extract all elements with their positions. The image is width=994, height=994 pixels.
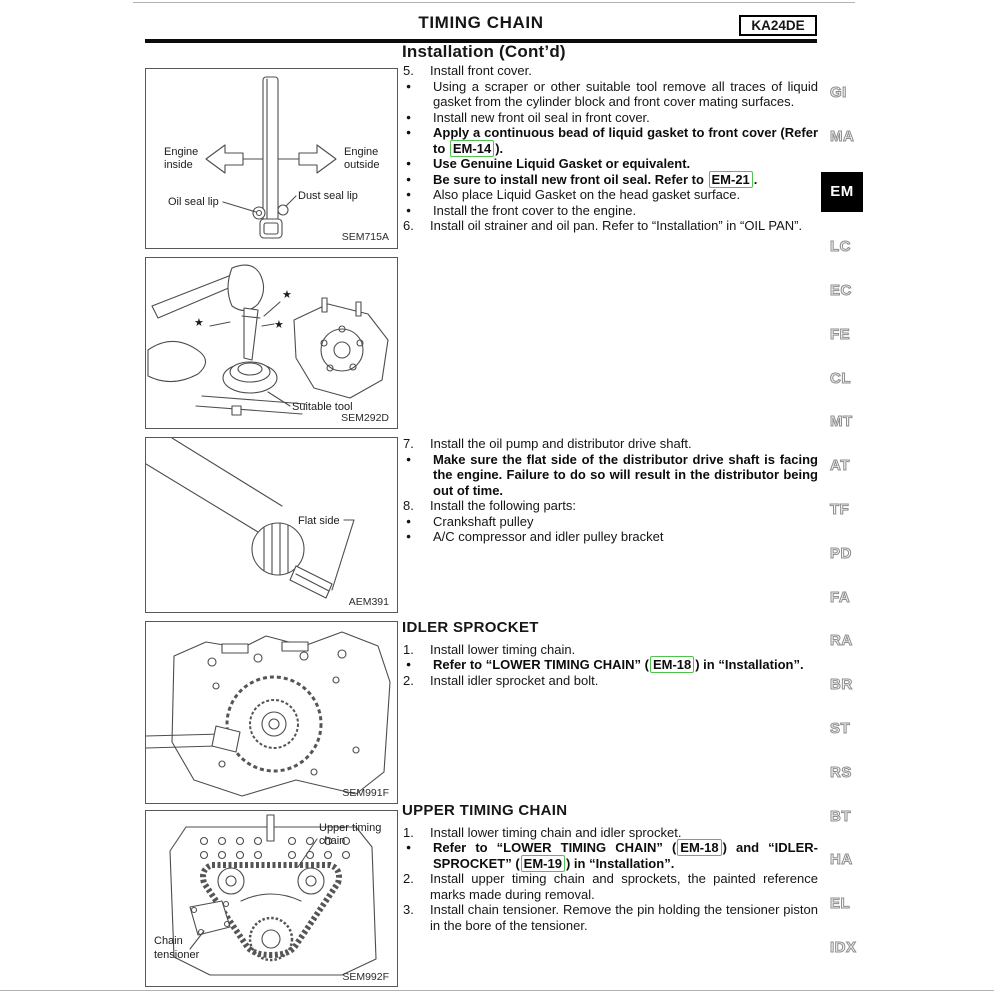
step-number: 6. [403,218,414,233]
seal-install-diagram [146,258,396,427]
instruction-text: Install the front cover to the engine. [433,202,637,218]
sidebar-tab-lc: LC [830,238,851,256]
instruction-text: Refer to “LOWER TIMING CHAIN” ( EM-18 ) in “Installation”. [433,657,804,672]
sidebar-tab-pd: PD [830,544,852,562]
bullet-marker: ● [406,842,412,852]
section-heading: IDLER SPROCKET [402,619,539,636]
bullet-marker: ● [406,80,412,91]
sidebar-tab-mt: MT [830,413,853,431]
label-dust-seal-lip: Dust seal lip [298,190,358,202]
sidebar-tab-at: AT [830,457,850,475]
step-number: 1. [403,824,414,840]
star-mark: ★ [194,317,204,329]
bullet-marker: ● [406,127,412,137]
sidebar-tab-ha: HA [830,851,853,869]
instruction-item [402,172,818,188]
instruction-text: Install oil strainer and oil pan. Refer to “Installation” in “OIL PAN”. [430,218,803,233]
page-ref-link[interactable]: EM-21 [709,171,753,188]
bullet-marker: ● [406,173,412,184]
sidebar-tab-ec: EC [830,282,852,300]
instruction-text: Also place Liquid Gasket on the head gasket surface. [433,187,741,202]
instruction-text: Install chain tensioner. Remove the pin holding the tensioner piston in the bore of the tensioner. [430,902,818,933]
svg-text:chain: chain [319,835,346,847]
sidebar-tab-br: BR [830,676,853,694]
star-mark: ★ [274,319,284,331]
instruction-item [402,187,818,203]
sidebar-tab-fe: FE [830,325,851,343]
instruction-text: Install lower timing chain. [430,641,576,657]
instruction-text: Install upper timing chain and sprockets, the painted reference marks made during removal. [430,871,818,902]
instruction-text: Be sure to install new front oil seal. Refer to EM-21 . [433,171,758,187]
figure-oil-seal-orientation [145,68,398,249]
bullet-marker: ● [406,453,412,464]
drive-shaft-diagram [146,438,396,611]
label-chain-tensioner: Chain [154,935,183,947]
page-edge-line [133,2,855,3]
oil-seal-diagram [146,69,396,247]
figure-seal-install-tool [145,257,398,429]
figure-drive-shaft-flat-side [145,437,398,613]
step-number: 1. [403,641,414,657]
instruction-text: Crankshaft pulley [433,513,534,529]
section-subtitle: Installation (Cont’d) [402,42,566,61]
bullet-marker: ● [406,531,412,541]
figure-idler-sprocket-install [145,621,398,804]
step-number: 7. [403,436,414,451]
bullet-marker: ● [406,204,412,215]
sidebar-tab-fa: FA [830,588,851,606]
sidebar-tab-tf: TF [830,501,850,519]
page-edge-line [0,990,994,991]
instruction-item [402,79,818,110]
idler-sprocket-diagram [146,622,396,802]
engine-model-badge: KA24DE [739,15,817,36]
instruction-item [402,63,818,79]
sidebar-tab-gi: GI [830,84,847,101]
instruction-block-idler [402,642,818,689]
sidebar-tab-ra: RA [830,632,853,650]
svg-text:tensioner: tensioner [154,949,200,961]
sidebar-tab-bt: BT [830,807,851,825]
instruction-item [402,436,818,452]
step-number: 5. [403,63,414,78]
instruction-item [402,642,818,658]
sidebar-tab-idx: IDX [830,938,857,956]
arrow-left-icon [206,145,243,173]
instruction-item [402,498,818,514]
label-engine-inside: Engine [164,146,199,158]
instruction-item [402,514,818,530]
instruction-item [402,218,818,234]
instruction-block-oil-pump [402,436,818,545]
bullet-marker: ● [406,189,412,199]
instruction-text: Install lower timing chain and idler sprocket. [430,824,682,840]
instruction-item [402,840,818,871]
sidebar-tab-el: EL [830,895,851,913]
sidebar-tab-ma: MA [830,127,855,145]
instruction-item [402,902,818,933]
instruction-text: Use Genuine Liquid Gasket or equivalent. [433,156,691,171]
arrow-right-icon [299,145,336,173]
figure-caption: SEM715A [341,231,389,243]
upper-chain-diagram [146,811,396,985]
instruction-text: Apply a continuous bead of liquid gasket to front cover (Refer to EM-14 ). [433,125,818,156]
figure-caption: SEM292D [341,412,389,424]
instruction-text: Using a scraper or other suitable tool remove all traces of liquid gasket from the cylinder block and front cover mating surfaces. [433,78,818,109]
instruction-text: A/C compressor and idler pulley bracket [433,529,664,544]
label-upper-timing-chain: Upper timing [319,822,382,834]
instruction-text: Make sure the flat side of the distributor drive shaft is facing the engine. Failure to do so will result in the distributor being out of time. [433,451,818,498]
instruction-item [402,673,818,689]
instruction-text: Install the following parts: [430,498,576,513]
figure-upper-timing-chain [145,810,398,987]
sidebar-tab-rs: RS [830,763,852,781]
instruction-item [402,871,818,902]
section-heading: UPPER TIMING CHAIN [402,802,568,819]
figure-caption: AEM391 [348,596,389,608]
instruction-text: Refer to “LOWER TIMING CHAIN” ( EM-18 ) and “IDLER-SPROCKET” ( EM-19 ) in “Installation”. [433,840,819,871]
instruction-item [402,529,818,545]
instruction-item [402,452,818,499]
figure-caption: SEM991F [342,787,389,799]
star-mark: ★ [282,289,292,301]
sidebar-tab-st: ST [830,719,851,737]
section-idler-sprocket [402,620,818,688]
page-ref-link[interactable]: EM-14 [450,140,494,157]
instruction-text: Install new front oil seal in front cover. [433,109,650,125]
section-index-sidebar [821,84,881,956]
bullet-marker: ● [406,515,412,526]
instruction-text: Install idler sprocket and bolt. [430,672,599,688]
label-flat-side: Flat side [298,515,340,527]
step-number: 2. [403,672,414,688]
instruction-block-upper [402,825,818,934]
instruction-block-front-cover [402,63,818,234]
svg-text:outside: outside [344,159,380,171]
instruction-text: Install the oil pump and distributor drive shaft. [430,436,692,451]
label-oil-seal-lip: Oil seal lip [168,196,219,208]
step-number: 3. [403,902,414,917]
label-suitable-tool: Suitable tool [292,401,353,413]
instruction-item [402,156,818,172]
page-ref-link[interactable]: EM-18 [650,656,694,673]
label-engine-outside: Engine [344,146,379,158]
svg-text:inside: inside [164,159,193,171]
step-number: 2. [403,871,414,886]
bullet-marker: ● [406,111,412,122]
step-number: 8. [403,498,414,513]
page-ref-link[interactable]: EM-18 [677,839,721,856]
page-title: TIMING CHAIN [418,13,544,32]
instruction-item [402,125,818,156]
instruction-item [402,657,818,673]
instruction-text: Install front cover. [430,63,532,78]
bullet-marker: ● [406,158,412,168]
instruction-item [402,203,818,219]
instruction-item [402,110,818,126]
instruction-item [402,825,818,841]
figure-caption: SEM992F [342,971,389,983]
sidebar-tab-cl: CL [830,369,851,387]
page-ref-link[interactable]: EM-19 [521,855,565,872]
section-upper-timing-chain [402,803,818,933]
sidebar-tab-em: EM [821,172,863,212]
bullet-marker: ● [406,659,412,669]
